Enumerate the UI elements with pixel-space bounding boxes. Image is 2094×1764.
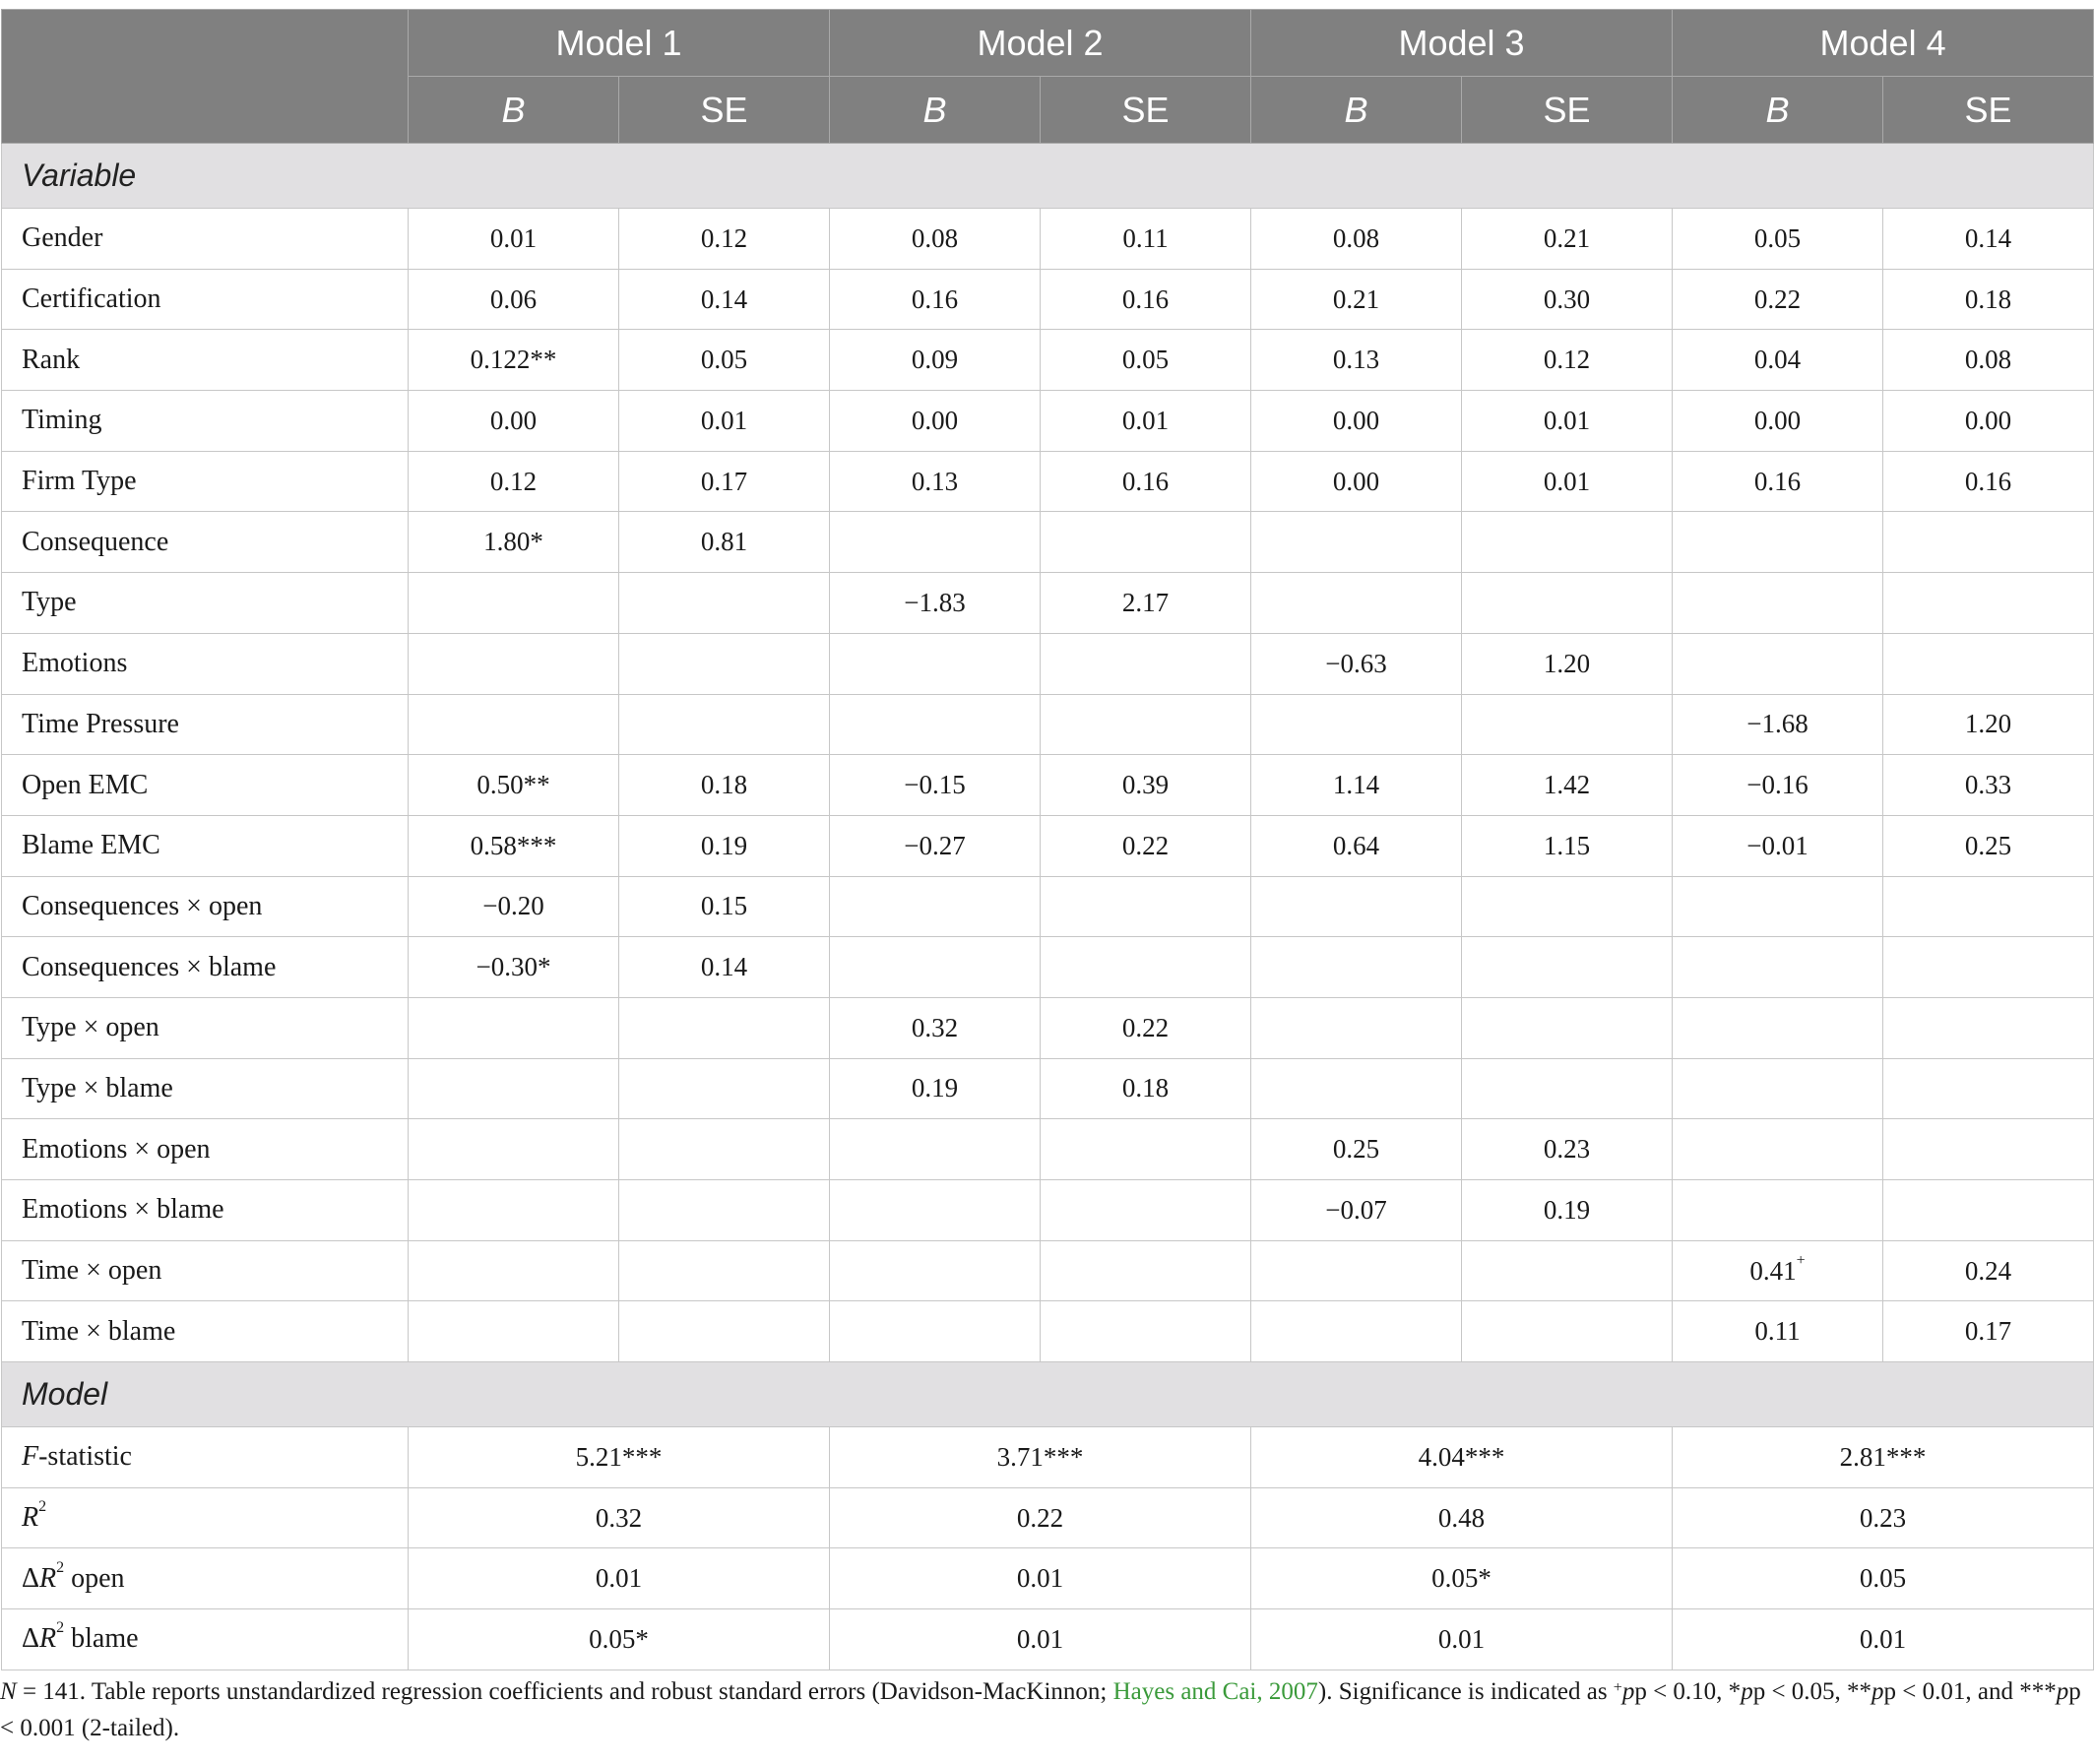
note-part2: ). Significance is indicated as xyxy=(1317,1678,1614,1705)
cell-b xyxy=(830,512,1041,573)
cell-se: 0.14 xyxy=(619,937,830,998)
cell-se xyxy=(619,1119,830,1180)
stat-label-part: R xyxy=(39,1562,57,1594)
stat-label-part: R xyxy=(22,1502,39,1534)
cell-b: 0.19 xyxy=(830,1058,1041,1119)
note-sig1-sup: + xyxy=(1613,1679,1622,1696)
cell-se xyxy=(1462,512,1673,573)
cell-b xyxy=(1251,694,1462,755)
cell-se: 1.15 xyxy=(1462,815,1673,876)
cell-b: 0.00 xyxy=(1251,391,1462,452)
cell-se: 2.17 xyxy=(1041,573,1251,634)
cell-se xyxy=(1041,1180,1251,1241)
cell-b: 0.58*** xyxy=(409,815,619,876)
note-sig4: p < 0.001 (2-tailed). xyxy=(0,1678,2081,1741)
cell-se xyxy=(619,573,830,634)
stat-value: 0.01 xyxy=(830,1609,1251,1670)
note-p: p xyxy=(2056,1678,2069,1705)
cell-b xyxy=(830,1301,1041,1362)
row-label: Consequences × blame xyxy=(2,937,409,998)
cell-value: 0.41 xyxy=(1749,1255,1797,1286)
cell-se: 0.11 xyxy=(1041,209,1251,270)
cell-se: 0.17 xyxy=(619,451,830,512)
table-row xyxy=(2,330,2094,391)
stat-label-part: -statistic xyxy=(38,1441,132,1473)
row-label: Time Pressure xyxy=(2,694,409,755)
stat-value: 3.71*** xyxy=(830,1427,1251,1488)
cell-se: 0.33 xyxy=(1883,755,2094,816)
citation-link[interactable]: Hayes and Cai, 2007 xyxy=(1112,1678,1318,1705)
cell-se xyxy=(619,1301,830,1362)
cell-b: 0.00 xyxy=(1673,391,1883,452)
stat-value: 0.01 xyxy=(409,1548,830,1609)
cell-se xyxy=(1883,876,2094,937)
cell-b: 0.25 xyxy=(1251,1119,1462,1180)
cell-b xyxy=(830,876,1041,937)
stat-value: 0.01 xyxy=(830,1548,1251,1609)
row-label: Emotions × open xyxy=(2,1119,409,1180)
table-footnote xyxy=(0,1673,2087,1746)
cell-b xyxy=(1251,997,1462,1058)
stat-label xyxy=(2,1487,409,1548)
cell-se: 1.20 xyxy=(1462,633,1673,694)
header-b: B xyxy=(1251,77,1462,144)
cell-se: 0.81 xyxy=(619,512,830,573)
row-label: Time × open xyxy=(2,1240,409,1301)
stat-label-part: 2 xyxy=(38,1498,47,1516)
cell-b xyxy=(409,1119,619,1180)
stat-value: 0.05 xyxy=(1673,1548,2094,1609)
cell-se: 0.30 xyxy=(1462,269,1673,330)
cell-se xyxy=(1462,1240,1673,1301)
cell-b: 0.22 xyxy=(1673,269,1883,330)
cell-b xyxy=(409,1058,619,1119)
cell-b: 0.11 xyxy=(1673,1301,1883,1362)
note-part1: = 141. Table reports unstandardized regression coefficients and robust standard errors (Davidson-MacKinnon; xyxy=(16,1678,1113,1705)
stat-value: 0.05* xyxy=(1251,1548,1673,1609)
section-label-variable: Variable xyxy=(2,144,2094,209)
note-p: p xyxy=(1621,1678,1635,1705)
header-se: SE xyxy=(1041,77,1251,144)
cell-b: 0.32 xyxy=(830,997,1041,1058)
stat-label-part: R xyxy=(39,1623,57,1655)
stat-label-part: Δ xyxy=(22,1562,40,1594)
table-row xyxy=(2,512,2094,573)
cell-b xyxy=(1251,573,1462,634)
cell-se xyxy=(1462,573,1673,634)
cell-se: 0.19 xyxy=(619,815,830,876)
cell-se: 0.18 xyxy=(619,755,830,816)
cell-b xyxy=(409,1301,619,1362)
stat-row xyxy=(2,1548,2094,1609)
cell-se: 0.00 xyxy=(1883,391,2094,452)
row-label: Open EMC xyxy=(2,755,409,816)
regression-table-container xyxy=(0,9,2094,1670)
row-label: Consequence xyxy=(2,512,409,573)
cell-b: 0.00 xyxy=(830,391,1041,452)
cell-b xyxy=(1673,633,1883,694)
note-n: N xyxy=(0,1678,17,1705)
cell-se xyxy=(619,1058,830,1119)
cell-se: 0.01 xyxy=(1462,451,1673,512)
cell-se xyxy=(1462,1301,1673,1362)
cell-se: 0.16 xyxy=(1883,451,2094,512)
cell-b: −0.01 xyxy=(1673,815,1883,876)
cell-se xyxy=(1883,573,2094,634)
cell-se: 0.14 xyxy=(619,269,830,330)
cell-se xyxy=(1041,937,1251,998)
cell-b: −0.63 xyxy=(1251,633,1462,694)
cell-b xyxy=(409,573,619,634)
table-row xyxy=(2,269,2094,330)
cell-b: −0.07 xyxy=(1251,1180,1462,1241)
cell-se xyxy=(1883,1119,2094,1180)
table-body xyxy=(2,144,2094,1670)
cell-b xyxy=(1673,1119,1883,1180)
header-row-models xyxy=(2,10,2094,77)
header-model-4: Model 4 xyxy=(1673,10,2094,77)
row-label: Gender xyxy=(2,209,409,270)
header-model-1: Model 1 xyxy=(409,10,830,77)
stat-value: 0.05* xyxy=(409,1609,830,1670)
row-label: Certification xyxy=(2,269,409,330)
table-row xyxy=(2,1119,2094,1180)
note-sig3: p < 0.01, and *** xyxy=(1883,1678,2057,1705)
cell-se: 0.23 xyxy=(1462,1119,1673,1180)
cell-se: 0.18 xyxy=(1883,269,2094,330)
cell-b: 0.09 xyxy=(830,330,1041,391)
row-label: Rank xyxy=(2,330,409,391)
stat-value: 0.32 xyxy=(409,1487,830,1548)
stat-label xyxy=(2,1548,409,1609)
cell-se: 0.05 xyxy=(1041,330,1251,391)
cell-se: 0.01 xyxy=(619,391,830,452)
stat-label-part: blame xyxy=(64,1623,139,1655)
stat-label xyxy=(2,1427,409,1488)
cell-se xyxy=(619,694,830,755)
cell-se xyxy=(619,1240,830,1301)
cell-se: 0.21 xyxy=(1462,209,1673,270)
table-row xyxy=(2,755,2094,816)
cell-b: 0.06 xyxy=(409,269,619,330)
cell-se xyxy=(1041,694,1251,755)
table-row xyxy=(2,1240,2094,1301)
cell-b xyxy=(409,633,619,694)
row-label: Emotions xyxy=(2,633,409,694)
cell-b xyxy=(1673,937,1883,998)
cell-se: 1.42 xyxy=(1462,755,1673,816)
cell-se xyxy=(1041,876,1251,937)
cell-se xyxy=(1883,937,2094,998)
cell-b xyxy=(1673,1058,1883,1119)
table-header xyxy=(2,10,2094,144)
stat-row xyxy=(2,1487,2094,1548)
cell-se xyxy=(1041,633,1251,694)
cell-se xyxy=(1462,937,1673,998)
cell-se: 0.16 xyxy=(1041,451,1251,512)
cell-se: 0.12 xyxy=(1462,330,1673,391)
cell-se: 0.22 xyxy=(1041,815,1251,876)
cell-b xyxy=(409,997,619,1058)
header-b: B xyxy=(409,77,619,144)
cell-b: 0.21 xyxy=(1251,269,1462,330)
table-row xyxy=(2,391,2094,452)
cell-se: 0.22 xyxy=(1041,997,1251,1058)
cell-b: 0.16 xyxy=(1673,451,1883,512)
cell-b: −0.27 xyxy=(830,815,1041,876)
cell-se xyxy=(1883,512,2094,573)
section-row-model xyxy=(2,1362,2094,1427)
row-label: Firm Type xyxy=(2,451,409,512)
header-se: SE xyxy=(1462,77,1673,144)
cell-se xyxy=(1883,1180,2094,1241)
cell-b xyxy=(830,1180,1041,1241)
cell-b: 0.122** xyxy=(409,330,619,391)
table-row xyxy=(2,876,2094,937)
row-label: Consequences × open xyxy=(2,876,409,937)
row-label: Type × blame xyxy=(2,1058,409,1119)
note-p: p xyxy=(1872,1678,1884,1705)
table-row xyxy=(2,937,2094,998)
cell-se: 0.01 xyxy=(1462,391,1673,452)
cell-se: 0.18 xyxy=(1041,1058,1251,1119)
stat-value: 5.21*** xyxy=(409,1427,830,1488)
row-label: Type xyxy=(2,573,409,634)
cell-b xyxy=(830,937,1041,998)
stat-value: 0.48 xyxy=(1251,1487,1673,1548)
header-model-2: Model 2 xyxy=(830,10,1251,77)
cell-b: −1.83 xyxy=(830,573,1041,634)
cell-sup: + xyxy=(1796,1251,1806,1269)
table-row xyxy=(2,815,2094,876)
cell-b xyxy=(1251,937,1462,998)
cell-b: 1.14 xyxy=(1251,755,1462,816)
cell-b xyxy=(409,1240,619,1301)
header-model-3: Model 3 xyxy=(1251,10,1673,77)
note-sig1: p < 0.10, * xyxy=(1634,1678,1742,1705)
section-row-variable xyxy=(2,144,2094,209)
stat-row xyxy=(2,1427,2094,1488)
cell-se xyxy=(1041,1301,1251,1362)
row-label: Timing xyxy=(2,391,409,452)
cell-se: 0.39 xyxy=(1041,755,1251,816)
cell-se: 0.14 xyxy=(1883,209,2094,270)
stat-label-part: 2 xyxy=(56,1619,65,1637)
header-b: B xyxy=(1673,77,1883,144)
stat-value: 0.23 xyxy=(1673,1487,2094,1548)
cell-se: 1.20 xyxy=(1883,694,2094,755)
header-se: SE xyxy=(1883,77,2094,144)
cell-se xyxy=(1883,997,2094,1058)
cell-b: −1.68 xyxy=(1673,694,1883,755)
cell-b xyxy=(409,694,619,755)
cell-se xyxy=(1883,1058,2094,1119)
stat-value: 0.01 xyxy=(1673,1609,2094,1670)
cell-b: 0.16 xyxy=(830,269,1041,330)
cell-b: 0.50** xyxy=(409,755,619,816)
cell-b: 0.12 xyxy=(409,451,619,512)
note-sig2: p < 0.05, ** xyxy=(1752,1678,1872,1705)
cell-b xyxy=(409,1180,619,1241)
cell-se xyxy=(1462,997,1673,1058)
stat-label-part: open xyxy=(64,1562,125,1594)
cell-b xyxy=(830,694,1041,755)
cell-se xyxy=(619,997,830,1058)
cell-se xyxy=(1041,1119,1251,1180)
table-row xyxy=(2,209,2094,270)
cell-se: 0.12 xyxy=(619,209,830,270)
cell-se xyxy=(1041,512,1251,573)
cell-b xyxy=(1673,573,1883,634)
cell-se: 0.16 xyxy=(1041,269,1251,330)
cell-b xyxy=(1251,1301,1462,1362)
table-row xyxy=(2,1301,2094,1362)
cell-se xyxy=(1883,633,2094,694)
cell-b: −0.20 xyxy=(409,876,619,937)
row-label: Blame EMC xyxy=(2,815,409,876)
cell-b xyxy=(1251,1058,1462,1119)
cell-b xyxy=(1673,997,1883,1058)
cell-b: −0.30* xyxy=(409,937,619,998)
stat-value: 2.81*** xyxy=(1673,1427,2094,1488)
cell-b: 0.08 xyxy=(830,209,1041,270)
cell-se: 0.17 xyxy=(1883,1301,2094,1362)
stat-label xyxy=(2,1609,409,1670)
cell-se: 0.15 xyxy=(619,876,830,937)
cell-b: 0.08 xyxy=(1251,209,1462,270)
stat-label-part: Δ xyxy=(22,1623,40,1655)
table-row xyxy=(2,633,2094,694)
cell-se: 0.01 xyxy=(1041,391,1251,452)
cell-se: 0.08 xyxy=(1883,330,2094,391)
note-p: p xyxy=(1741,1678,1753,1705)
cell-se xyxy=(1462,694,1673,755)
cell-se xyxy=(619,1180,830,1241)
cell-se xyxy=(1041,1240,1251,1301)
cell-b xyxy=(1251,876,1462,937)
cell-se xyxy=(619,633,830,694)
table-row xyxy=(2,573,2094,634)
cell-se: 0.19 xyxy=(1462,1180,1673,1241)
table-row xyxy=(2,997,2094,1058)
cell-b: 0.04 xyxy=(1673,330,1883,391)
cell-b: −0.15 xyxy=(830,755,1041,816)
cell-b xyxy=(830,1119,1041,1180)
header-b: B xyxy=(830,77,1041,144)
cell-b: 1.80* xyxy=(409,512,619,573)
cell-b: 0.64 xyxy=(1251,815,1462,876)
stat-value: 0.01 xyxy=(1251,1609,1673,1670)
cell-b: 0.01 xyxy=(409,209,619,270)
row-label: Emotions × blame xyxy=(2,1180,409,1241)
stat-label-part: 2 xyxy=(56,1558,65,1576)
cell-se: 0.05 xyxy=(619,330,830,391)
cell-se xyxy=(1462,1058,1673,1119)
cell-b: 0.00 xyxy=(409,391,619,452)
table-row xyxy=(2,1180,2094,1241)
cell-b xyxy=(830,633,1041,694)
stat-row xyxy=(2,1609,2094,1670)
cell-b xyxy=(1673,1180,1883,1241)
cell-se: 0.25 xyxy=(1883,815,2094,876)
cell-b: 0.00 xyxy=(1251,451,1462,512)
table-row xyxy=(2,694,2094,755)
cell-b: 0.13 xyxy=(830,451,1041,512)
stat-value: 0.22 xyxy=(830,1487,1251,1548)
cell-b xyxy=(1673,876,1883,937)
table-row xyxy=(2,451,2094,512)
cell-b xyxy=(1251,1240,1462,1301)
cell-b xyxy=(1673,512,1883,573)
stat-label-part: F xyxy=(22,1441,39,1473)
header-corner xyxy=(2,10,409,144)
cell-b xyxy=(830,1240,1041,1301)
header-se: SE xyxy=(619,77,830,144)
cell-se xyxy=(1462,876,1673,937)
cell-b: 0.05 xyxy=(1673,209,1883,270)
cell-b xyxy=(1673,1240,1883,1301)
row-label: Time × blame xyxy=(2,1301,409,1362)
cell-b: −0.16 xyxy=(1673,755,1883,816)
cell-b: 0.13 xyxy=(1251,330,1462,391)
table-row xyxy=(2,1058,2094,1119)
row-label: Type × open xyxy=(2,997,409,1058)
cell-b xyxy=(1251,512,1462,573)
cell-se: 0.24 xyxy=(1883,1240,2094,1301)
regression-table xyxy=(1,9,2094,1670)
stat-value: 4.04*** xyxy=(1251,1427,1673,1488)
section-label-model: Model xyxy=(2,1362,2094,1427)
